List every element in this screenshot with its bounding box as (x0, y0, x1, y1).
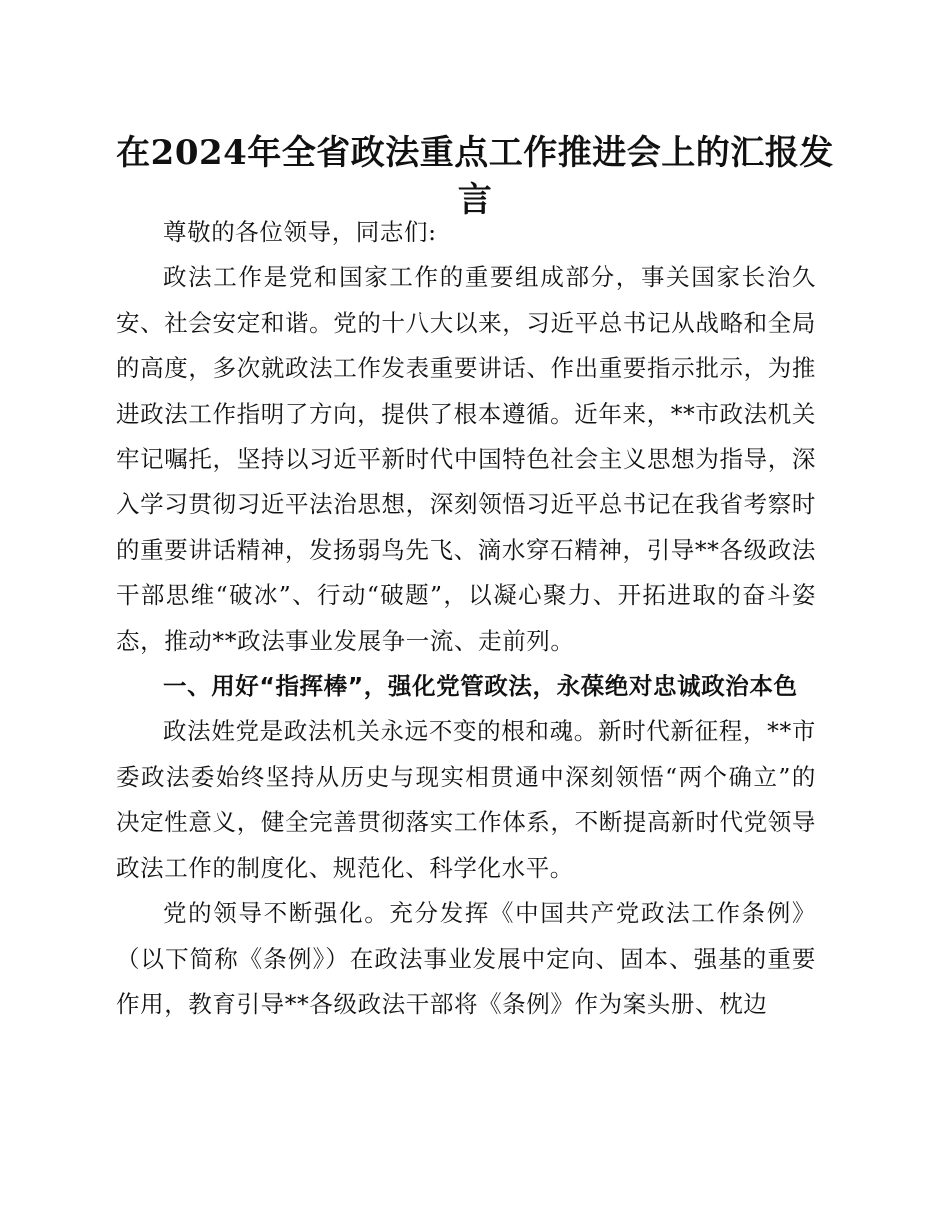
document-title: 在2024年全省政法重点工作推进会上的汇报发言 (116, 133, 834, 220)
section-heading-1: 一、用好“指挥棒”，强化党管政法，永葆绝对忠诚政治本色 (163, 672, 798, 701)
salutation: 尊敬的各位领导，同志们: (163, 218, 437, 246)
document-body (116, 210, 816, 1027)
paragraph-section-1: 政法姓党是政法机关永远不变的根和魂。新时代新征程，**市委政法委始终坚持从历史与现实相贯通中深刻领悟“两个确立”的决定性意义，健全完善贯彻落实工作体系，不断提高新时代党领导政法工作的制度化、规范化、科学化水平。 (116, 717, 816, 882)
paragraph-intro: 政法工作是党和国家工作的重要组成部分，事关国家长治久安、社会安定和谐。党的十八大以来，习近平总书记从战略和全局的高度，多次就政法工作发表重要讲话、作出重要指示批示，为推进政法工作指明了方向，提供了根本遵循。近年来，**市政法机关牢记嘱托，坚持以习近平新时代中国特色社会主义思想为指导，深入学习贯彻习近平法治思想，深刻领悟习近平总书记在我省考察时的重要讲话精神，发扬弱鸟先飞、滴水穿石精神，引导**各级政法干部思维“破冰”、行动“破题”，以凝心聚力、开拓进取的奋斗姿态，推动**政法事业发展争一流、走前列。 (116, 263, 816, 655)
paragraph-party-leadership: 党的领导不断强化。充分发挥《中国共产党政法工作条例》（以下简称《条例》）在政法事业发展中定向、固本、强基的重要作用，教育引导**各级政法干部将《条例》作为案头册、枕边 (116, 899, 816, 1018)
